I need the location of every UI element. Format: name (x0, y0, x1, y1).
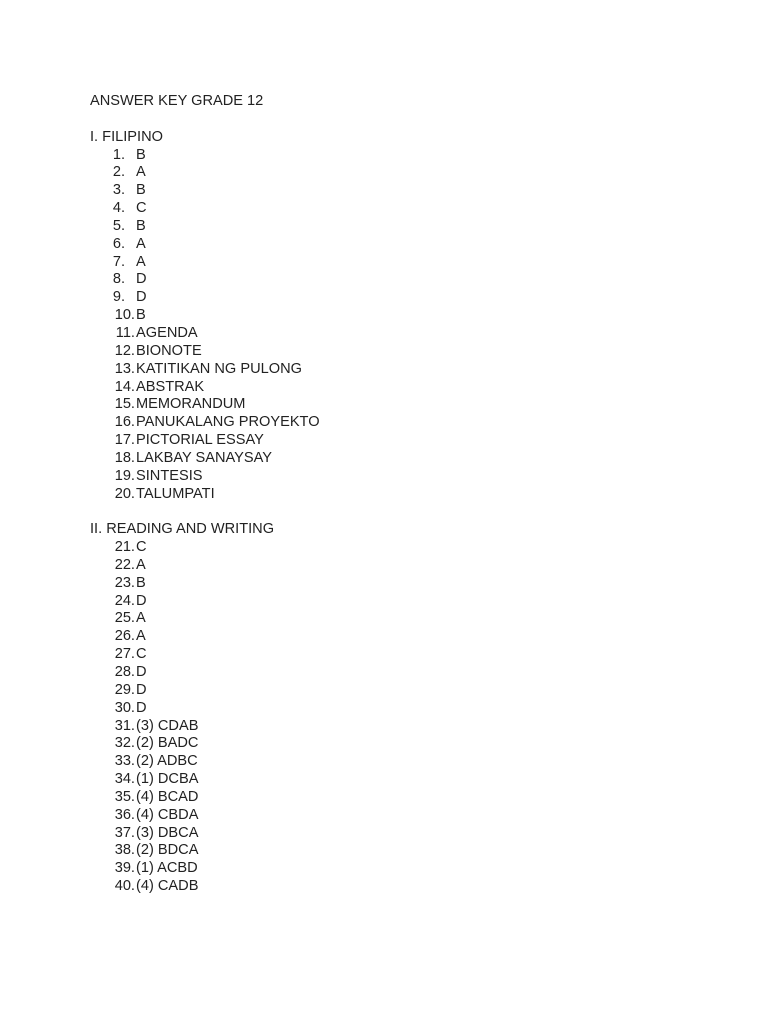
list-item (90, 468, 320, 486)
item-answer: B (136, 307, 146, 324)
list-item (90, 753, 320, 771)
item-answer: D (136, 664, 147, 680)
answer-key-document (90, 93, 320, 896)
list-item (90, 825, 320, 843)
item-answer: BIONOTE (136, 342, 202, 359)
list-item (90, 486, 320, 504)
item-answer: ABSTRAK (136, 378, 205, 395)
item-number: 3. (112, 182, 125, 199)
list-item (90, 646, 320, 664)
list-item (90, 361, 320, 379)
item-number: 35. (114, 788, 135, 805)
item-number: 9. (112, 289, 125, 306)
item-answer: LAKBAY SANAYSAY (136, 449, 273, 466)
list-item (90, 593, 320, 611)
section-heading: II. READING AND WRITING (90, 521, 275, 538)
item-answer: C (136, 646, 147, 663)
item-answer: PANUKALANG PROYEKTO (136, 414, 320, 431)
item-number: 33. (114, 753, 135, 770)
item-answer: D (136, 681, 147, 698)
list-item (90, 164, 320, 182)
document-title: ANSWER KEY GRADE 12 (90, 93, 264, 109)
item-number: 34. (114, 771, 135, 788)
item-number: 14. (114, 378, 135, 395)
item-number: 22. (114, 556, 135, 573)
answer-list (90, 539, 320, 896)
item-answer: SINTESIS (136, 467, 203, 484)
item-number: 6. (112, 235, 125, 252)
list-item (90, 147, 320, 165)
item-answer: (3) CDAB (136, 717, 199, 734)
list-item (90, 343, 320, 361)
item-number: 8. (112, 271, 125, 288)
item-answer: (4) BCAD (136, 788, 199, 805)
item-number: 38. (114, 842, 135, 859)
list-item (90, 254, 320, 272)
item-number: 11. (115, 324, 135, 341)
answer-list (90, 147, 320, 504)
list-item (90, 307, 320, 325)
item-answer: A (136, 610, 146, 627)
item-answer: (2) BDCA (136, 842, 199, 859)
item-answer: D (136, 271, 147, 288)
item-number: 26. (114, 628, 135, 645)
item-number: 7. (112, 253, 125, 270)
item-answer: KATITIKAN NG PULONG (136, 360, 302, 377)
item-number: 36. (114, 806, 135, 823)
list-item (90, 236, 320, 254)
list-item (90, 807, 320, 825)
item-number: 27. (114, 646, 135, 663)
item-number: 32. (114, 735, 135, 752)
section-reading-and-writing (90, 521, 320, 896)
section-heading: I. FILIPINO (90, 128, 163, 145)
item-answer: (4) CADB (136, 878, 199, 895)
item-answer: B (136, 217, 146, 234)
item-number: 18. (114, 449, 135, 466)
list-item (90, 432, 320, 450)
item-number: 21. (114, 539, 135, 556)
list-item (90, 414, 320, 432)
item-answer: (4) CBDA (136, 806, 199, 823)
item-number: 12. (114, 342, 135, 359)
item-answer: (2) ADBC (136, 753, 198, 770)
item-answer: B (136, 146, 146, 163)
list-item (90, 789, 320, 807)
item-answer: A (136, 253, 146, 270)
item-number: 20. (114, 485, 135, 502)
list-item (90, 842, 320, 860)
item-number: 24. (114, 592, 135, 609)
item-number: 19. (114, 467, 135, 484)
item-number: 39. (114, 860, 135, 877)
item-number: 17. (114, 432, 135, 449)
item-answer: TALUMPATI (136, 485, 215, 502)
item-answer: (2) BADC (136, 735, 199, 752)
item-answer: B (136, 182, 146, 199)
list-item (90, 771, 320, 789)
list-item (90, 860, 320, 878)
item-answer: A (136, 628, 146, 645)
list-item (90, 718, 320, 736)
item-answer: AGENDA (136, 324, 198, 341)
list-item (90, 182, 320, 200)
list-item (90, 628, 320, 646)
item-number: 25. (114, 610, 135, 627)
list-item (90, 379, 320, 397)
item-answer: (1) DCBA (136, 771, 199, 788)
item-answer: A (136, 556, 146, 573)
item-answer: (3) DBCA (136, 824, 199, 841)
list-item (90, 396, 320, 414)
item-answer: D (136, 592, 147, 609)
list-item (90, 700, 320, 718)
item-number: 2. (112, 164, 125, 181)
list-item (90, 557, 320, 575)
item-answer: PICTORIAL ESSAY (136, 432, 264, 449)
list-item (90, 664, 320, 682)
item-answer: B (136, 574, 146, 591)
item-number: 37. (114, 824, 135, 841)
list-item (90, 271, 320, 289)
item-answer: C (136, 200, 147, 217)
item-answer: D (136, 699, 147, 716)
item-number: 1. (112, 146, 125, 163)
item-number: 15. (114, 396, 135, 413)
item-answer: C (136, 539, 147, 556)
item-number: 29. (114, 681, 135, 698)
item-number: 4. (112, 200, 125, 217)
list-item (90, 450, 320, 468)
item-answer: A (136, 235, 146, 252)
list-item (90, 610, 320, 628)
list-item (90, 218, 320, 236)
item-answer: MEMORANDUM (136, 396, 246, 413)
list-item (90, 735, 320, 753)
section-filipino (90, 129, 320, 504)
list-item (90, 878, 320, 896)
list-item (90, 575, 320, 593)
item-number: 31. (114, 717, 135, 734)
item-number: 13. (114, 360, 135, 377)
item-answer: A (136, 164, 146, 181)
list-item (90, 289, 320, 307)
list-item (90, 200, 320, 218)
item-answer: (1) ACBD (136, 860, 198, 877)
item-answer: D (136, 289, 147, 306)
item-number: 23. (114, 574, 135, 591)
list-item (90, 325, 320, 343)
item-number: 16. (114, 414, 135, 431)
item-number: 28. (114, 664, 135, 680)
list-item (90, 539, 320, 557)
list-item (90, 682, 320, 700)
item-number: 40. (114, 878, 135, 895)
item-number: 30. (114, 699, 135, 716)
item-number: 10. (114, 307, 135, 324)
item-number: 5. (112, 217, 125, 234)
